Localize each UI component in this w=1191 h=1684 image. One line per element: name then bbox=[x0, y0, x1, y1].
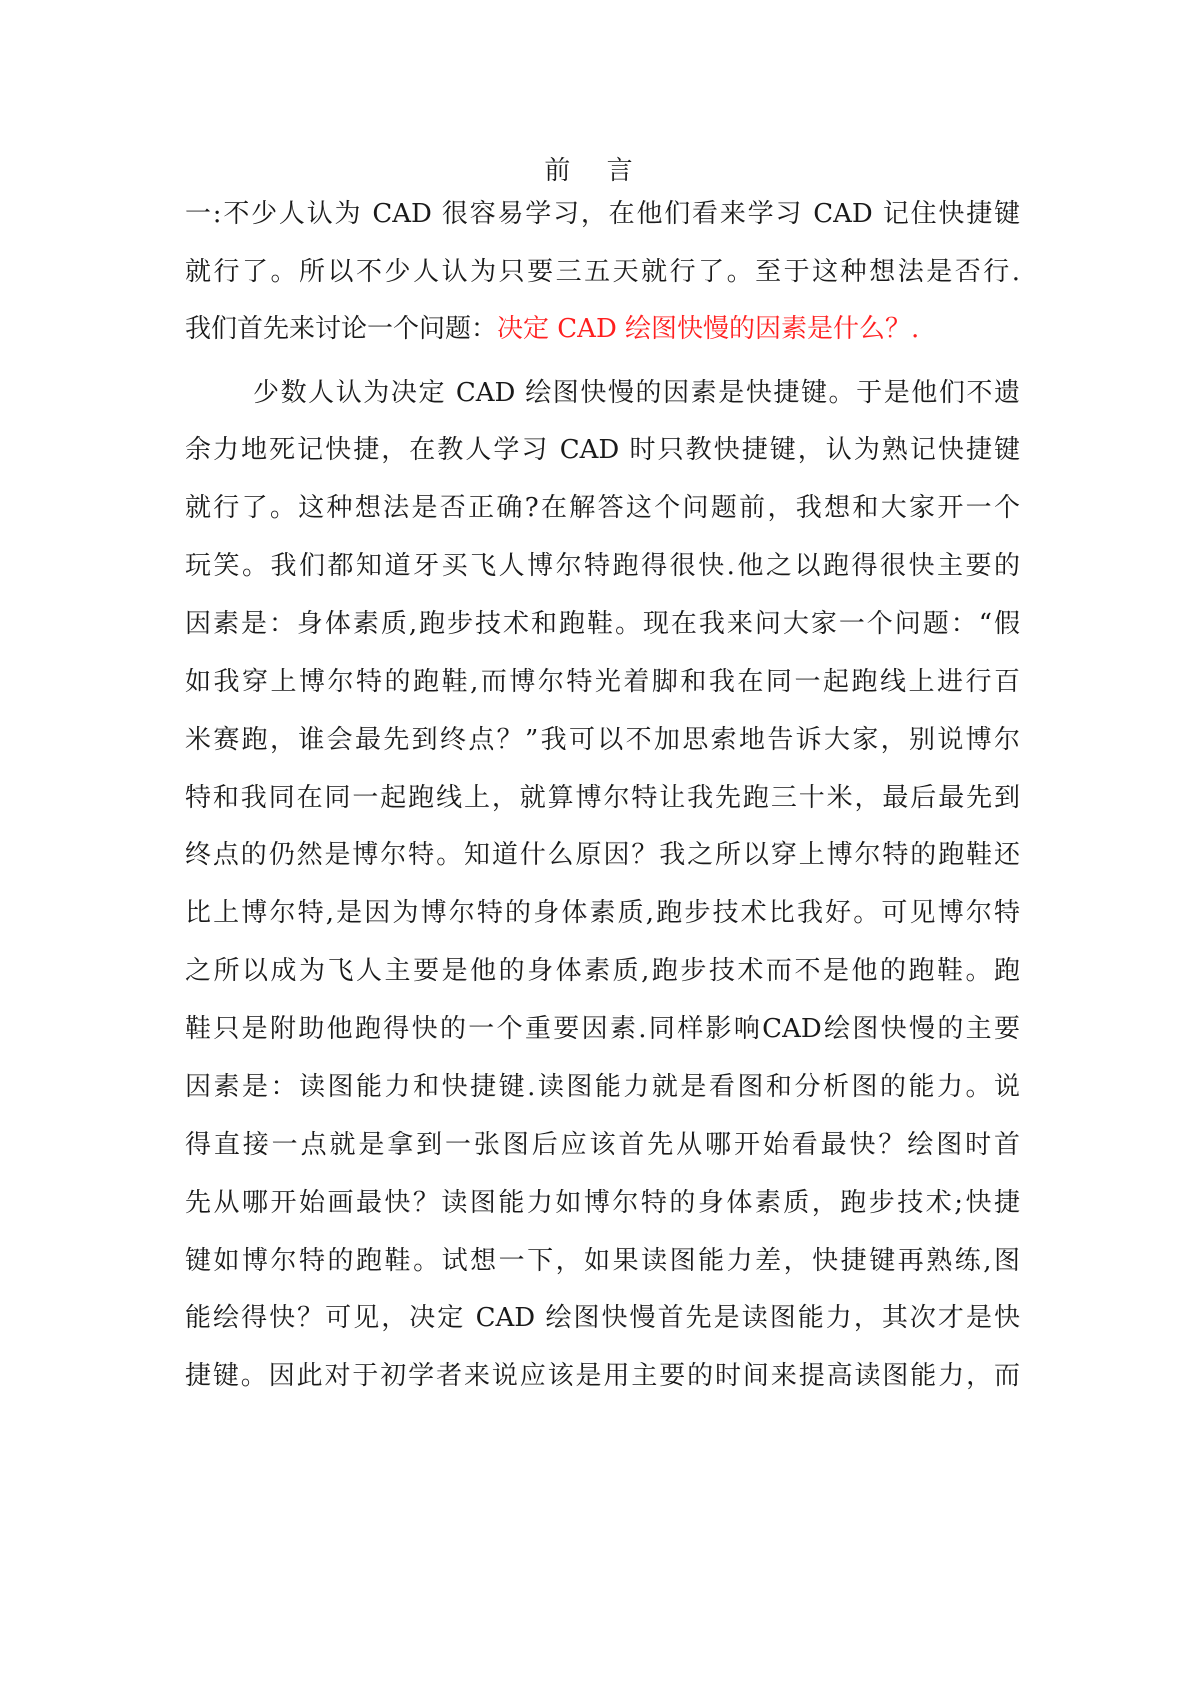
paragraph-line: 因素是：读图能力和快捷键.读图能力就是看图和分析图的能力。说 bbox=[185, 1072, 1020, 1102]
page-title: 前 言 bbox=[544, 156, 647, 186]
highlighted-question: 决定 CAD 绘图快慢的因素是什么？. bbox=[497, 314, 920, 344]
paragraph-line: 因素是：身体素质,跑步技术和跑鞋。现在我来问大家一个问题：“假 bbox=[185, 609, 1020, 639]
paragraph-line: 鞋只是附助他跑得快的一个重要因素.同样影响CAD绘图快慢的主要 bbox=[185, 1014, 1020, 1044]
question-lead: 我们首先来讨论一个问题： bbox=[185, 314, 498, 344]
paragraph-line: 键如博尔特的跑鞋。试想一下，如果读图能力差，快捷键再熟练,图 bbox=[185, 1246, 1020, 1276]
paragraph-line: 就行了。所以不少人认为只要三五天就行了。至于这种想法是否行. bbox=[185, 257, 1020, 287]
paragraph-line: 得直接一点就是拿到一张图后应该首先从哪开始看最快？绘图时首 bbox=[185, 1130, 1020, 1160]
paragraph-line: 如我穿上博尔特的跑鞋,而博尔特光着脚和我在同一起跑线上进行百 bbox=[185, 667, 1020, 697]
paragraph-line bbox=[185, 311, 1020, 347]
paragraph-line: 就行了。这种想法是否正确?在解答这个问题前，我想和大家开一个 bbox=[185, 493, 1020, 523]
paragraph-line: 捷键。因此对于初学者来说应该是用主要的时间来提高读图能力，而 bbox=[185, 1361, 1020, 1391]
paragraph-line: 米赛跑，谁会最先到终点？”我可以不加思索地告诉大家，别说博尔 bbox=[185, 725, 1020, 755]
paragraph-line: 终点的仍然是博尔特。知道什么原因？我之所以穿上博尔特的跑鞋还 bbox=[185, 840, 1020, 870]
paragraph-line: 玩笑。我们都知道牙买飞人博尔特跑得很快.他之以跑得很快主要的 bbox=[185, 551, 1020, 581]
paragraph-line: 特和我同在同一起跑线上，就算博尔特让我先跑三十米，最后最先到 bbox=[185, 783, 1020, 813]
paragraph-line: 少数人认为决定 CAD 绘图快慢的因素是快捷键。于是他们不遗 bbox=[253, 378, 1020, 408]
paragraph-line: 比上博尔特,是因为博尔特的身体素质,跑步技术比我好。可见博尔特 bbox=[185, 898, 1020, 928]
paragraph-line: 之所以成为飞人主要是他的身体素质,跑步技术而不是他的跑鞋。跑 bbox=[185, 956, 1020, 986]
paragraph-line: 能绘得快？可见，决定 CAD 绘图快慢首先是读图能力，其次才是快 bbox=[185, 1303, 1020, 1333]
paragraph-line: 余力地死记快捷，在教人学习 CAD 时只教快捷键，认为熟记快捷键 bbox=[185, 435, 1020, 465]
paragraph-line: 一:不少人认为 CAD 很容易学习，在他们看来学习 CAD 记住快捷键 bbox=[185, 199, 1020, 229]
paragraph-line: 先从哪开始画最快？读图能力如博尔特的身体素质，跑步技术;快捷 bbox=[185, 1188, 1020, 1218]
